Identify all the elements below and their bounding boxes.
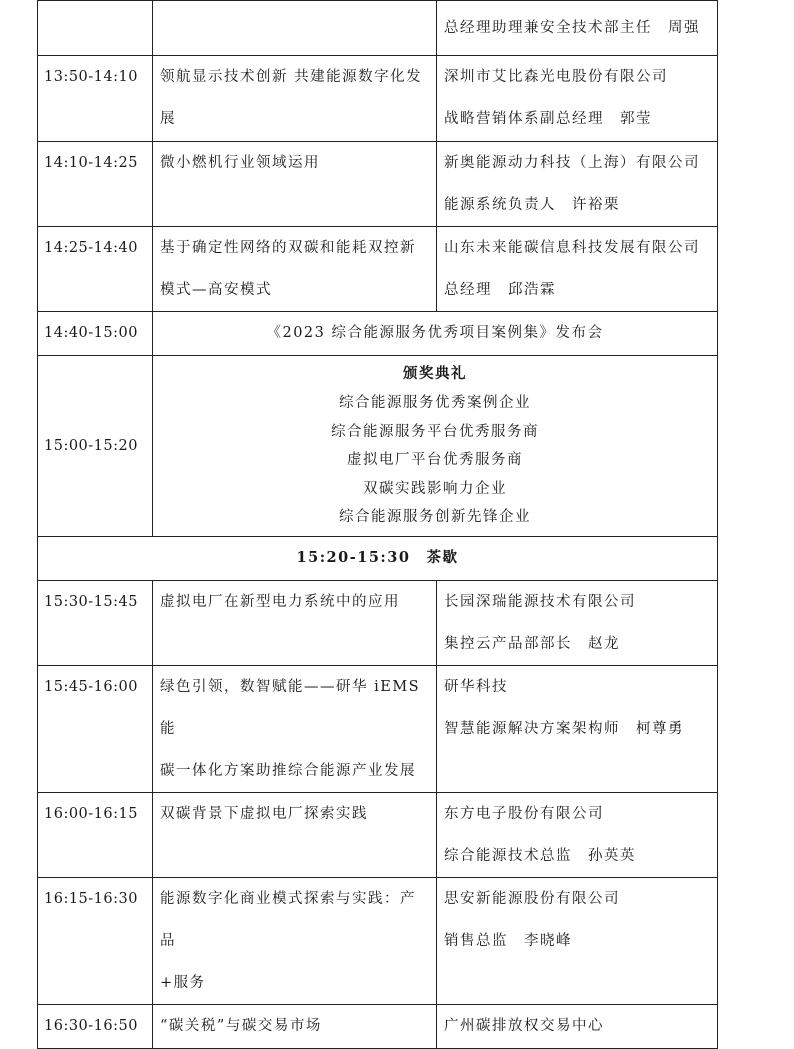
speaker-name: 综合能源技术总监 孙英英 (444, 848, 636, 864)
topic-cell (153, 1005, 437, 1049)
time-cell: 13:50-14:10 (38, 56, 153, 142)
time-cell (38, 1, 153, 56)
speaker-org: 新奥能源动力科技（上海）有限公司 (444, 155, 700, 171)
topic-cell (153, 227, 437, 312)
topic-line: 模式—高安模式 (160, 282, 272, 298)
topic-line: 能源数字化商业模式探索与实践：产品 (160, 891, 416, 949)
speaker-org: 研华科技 (444, 679, 508, 695)
topic-cell (153, 666, 437, 793)
topic-line: 绿色引领，数智赋能——研华 iEMS 能 (160, 679, 421, 737)
topic-line: 展 (160, 111, 176, 127)
table-row (38, 1, 718, 56)
topic-cell (153, 793, 437, 878)
time-cell: 16:00-16:15 (38, 793, 153, 878)
topic-line: +服务 (160, 975, 206, 991)
speaker-org: 山东未来能碳信息科技发展有限公司 (444, 240, 700, 256)
award-item: 综合能源服务优秀案例企业 (339, 395, 531, 411)
speaker-cell (437, 666, 718, 793)
speaker-cell (437, 56, 718, 142)
time-cell: 16:30-16:50 (38, 1005, 153, 1049)
ceremony-title: 颁奖典礼 (403, 365, 467, 382)
break-row (38, 537, 718, 581)
speaker-name: 能源系统负责人 许裕栗 (444, 197, 620, 213)
topic-cell (153, 142, 437, 227)
speaker-cell (437, 227, 718, 312)
topic-cell (153, 1, 437, 56)
topic-cell (153, 878, 437, 1005)
time-cell: 15:00-15:20 (38, 356, 153, 537)
speaker-name: 销售总监 李晓峰 (444, 933, 572, 949)
speaker-name: 智慧能源解决方案架构师 柯尊勇 (444, 721, 684, 737)
table-row (38, 56, 718, 142)
ceremony-cell (153, 356, 718, 537)
release-cell: 《2023 综合能源服务优秀项目案例集》发布会 (153, 312, 718, 356)
release-row (38, 312, 718, 356)
topic-line: 领航显示技术创新 共建能源数字化发 (160, 69, 423, 85)
agenda-table (37, 0, 718, 1049)
topic-line: 微小燃机行业领域运用 (160, 155, 320, 171)
speaker-org: 广州碳排放权交易中心 (444, 1018, 604, 1034)
speaker-cell (437, 142, 718, 227)
award-item: 虚拟电厂平台优秀服务商 (347, 452, 523, 468)
award-item: 综合能源服务创新先锋企业 (339, 509, 531, 525)
speaker-org: 长园深瑞能源技术有限公司 (444, 594, 636, 610)
topic-cell (153, 581, 437, 666)
ceremony-row (38, 356, 718, 537)
time-cell: 16:15-16:30 (38, 878, 153, 1005)
speaker-org: 深圳市艾比森光电股份有限公司 (444, 69, 668, 85)
speaker-org: 东方电子股份有限公司 (444, 806, 604, 822)
award-item: 综合能源服务平台优秀服务商 (331, 423, 539, 440)
speaker-cell (437, 878, 718, 1005)
topic-line: 基于确定性网络的双碳和能耗双控新 (160, 240, 416, 256)
topic-line: 虚拟电厂在新型电力系统中的应用 (160, 594, 400, 610)
time-cell: 14:40-15:00 (38, 312, 153, 356)
speaker-name: 战略营销体系副总经理 郭莹 (444, 111, 652, 127)
speaker-name: 集控云产品部部长 赵龙 (444, 636, 620, 652)
speaker-cell (437, 581, 718, 666)
time-cell: 15:45-16:00 (38, 666, 153, 793)
table-row (38, 793, 718, 878)
speaker-cell (437, 793, 718, 878)
table-row (38, 227, 718, 312)
table-row (38, 878, 718, 1005)
speaker-org: 思安新能源股份有限公司 (444, 891, 620, 907)
table-row (38, 1005, 718, 1049)
speaker-name: 总经理 邱浩霖 (444, 282, 556, 298)
topic-line: 碳一体化方案助推综合能源产业发展 (160, 763, 416, 779)
time-cell: 14:25-14:40 (38, 227, 153, 312)
table-row (38, 142, 718, 227)
speaker-cell (437, 1, 718, 56)
topic-cell (153, 56, 437, 142)
award-item: 双碳实践影响力企业 (363, 480, 507, 497)
agenda-sheet (37, 0, 717, 1049)
topic-line: 双碳背景下虚拟电厂探索实践 (160, 806, 368, 822)
table-row (38, 581, 718, 666)
table-row (38, 666, 718, 793)
speaker-cell (437, 1005, 718, 1049)
time-cell: 14:10-14:25 (38, 142, 153, 227)
time-cell: 15:30-15:45 (38, 581, 153, 666)
break-cell: 15:20-15:30 茶歇 (38, 537, 718, 581)
speaker-name: 总经理助理兼安全技术部主任 周强 (444, 20, 700, 36)
topic-line: “碳关税”与碳交易市场 (160, 1018, 322, 1034)
